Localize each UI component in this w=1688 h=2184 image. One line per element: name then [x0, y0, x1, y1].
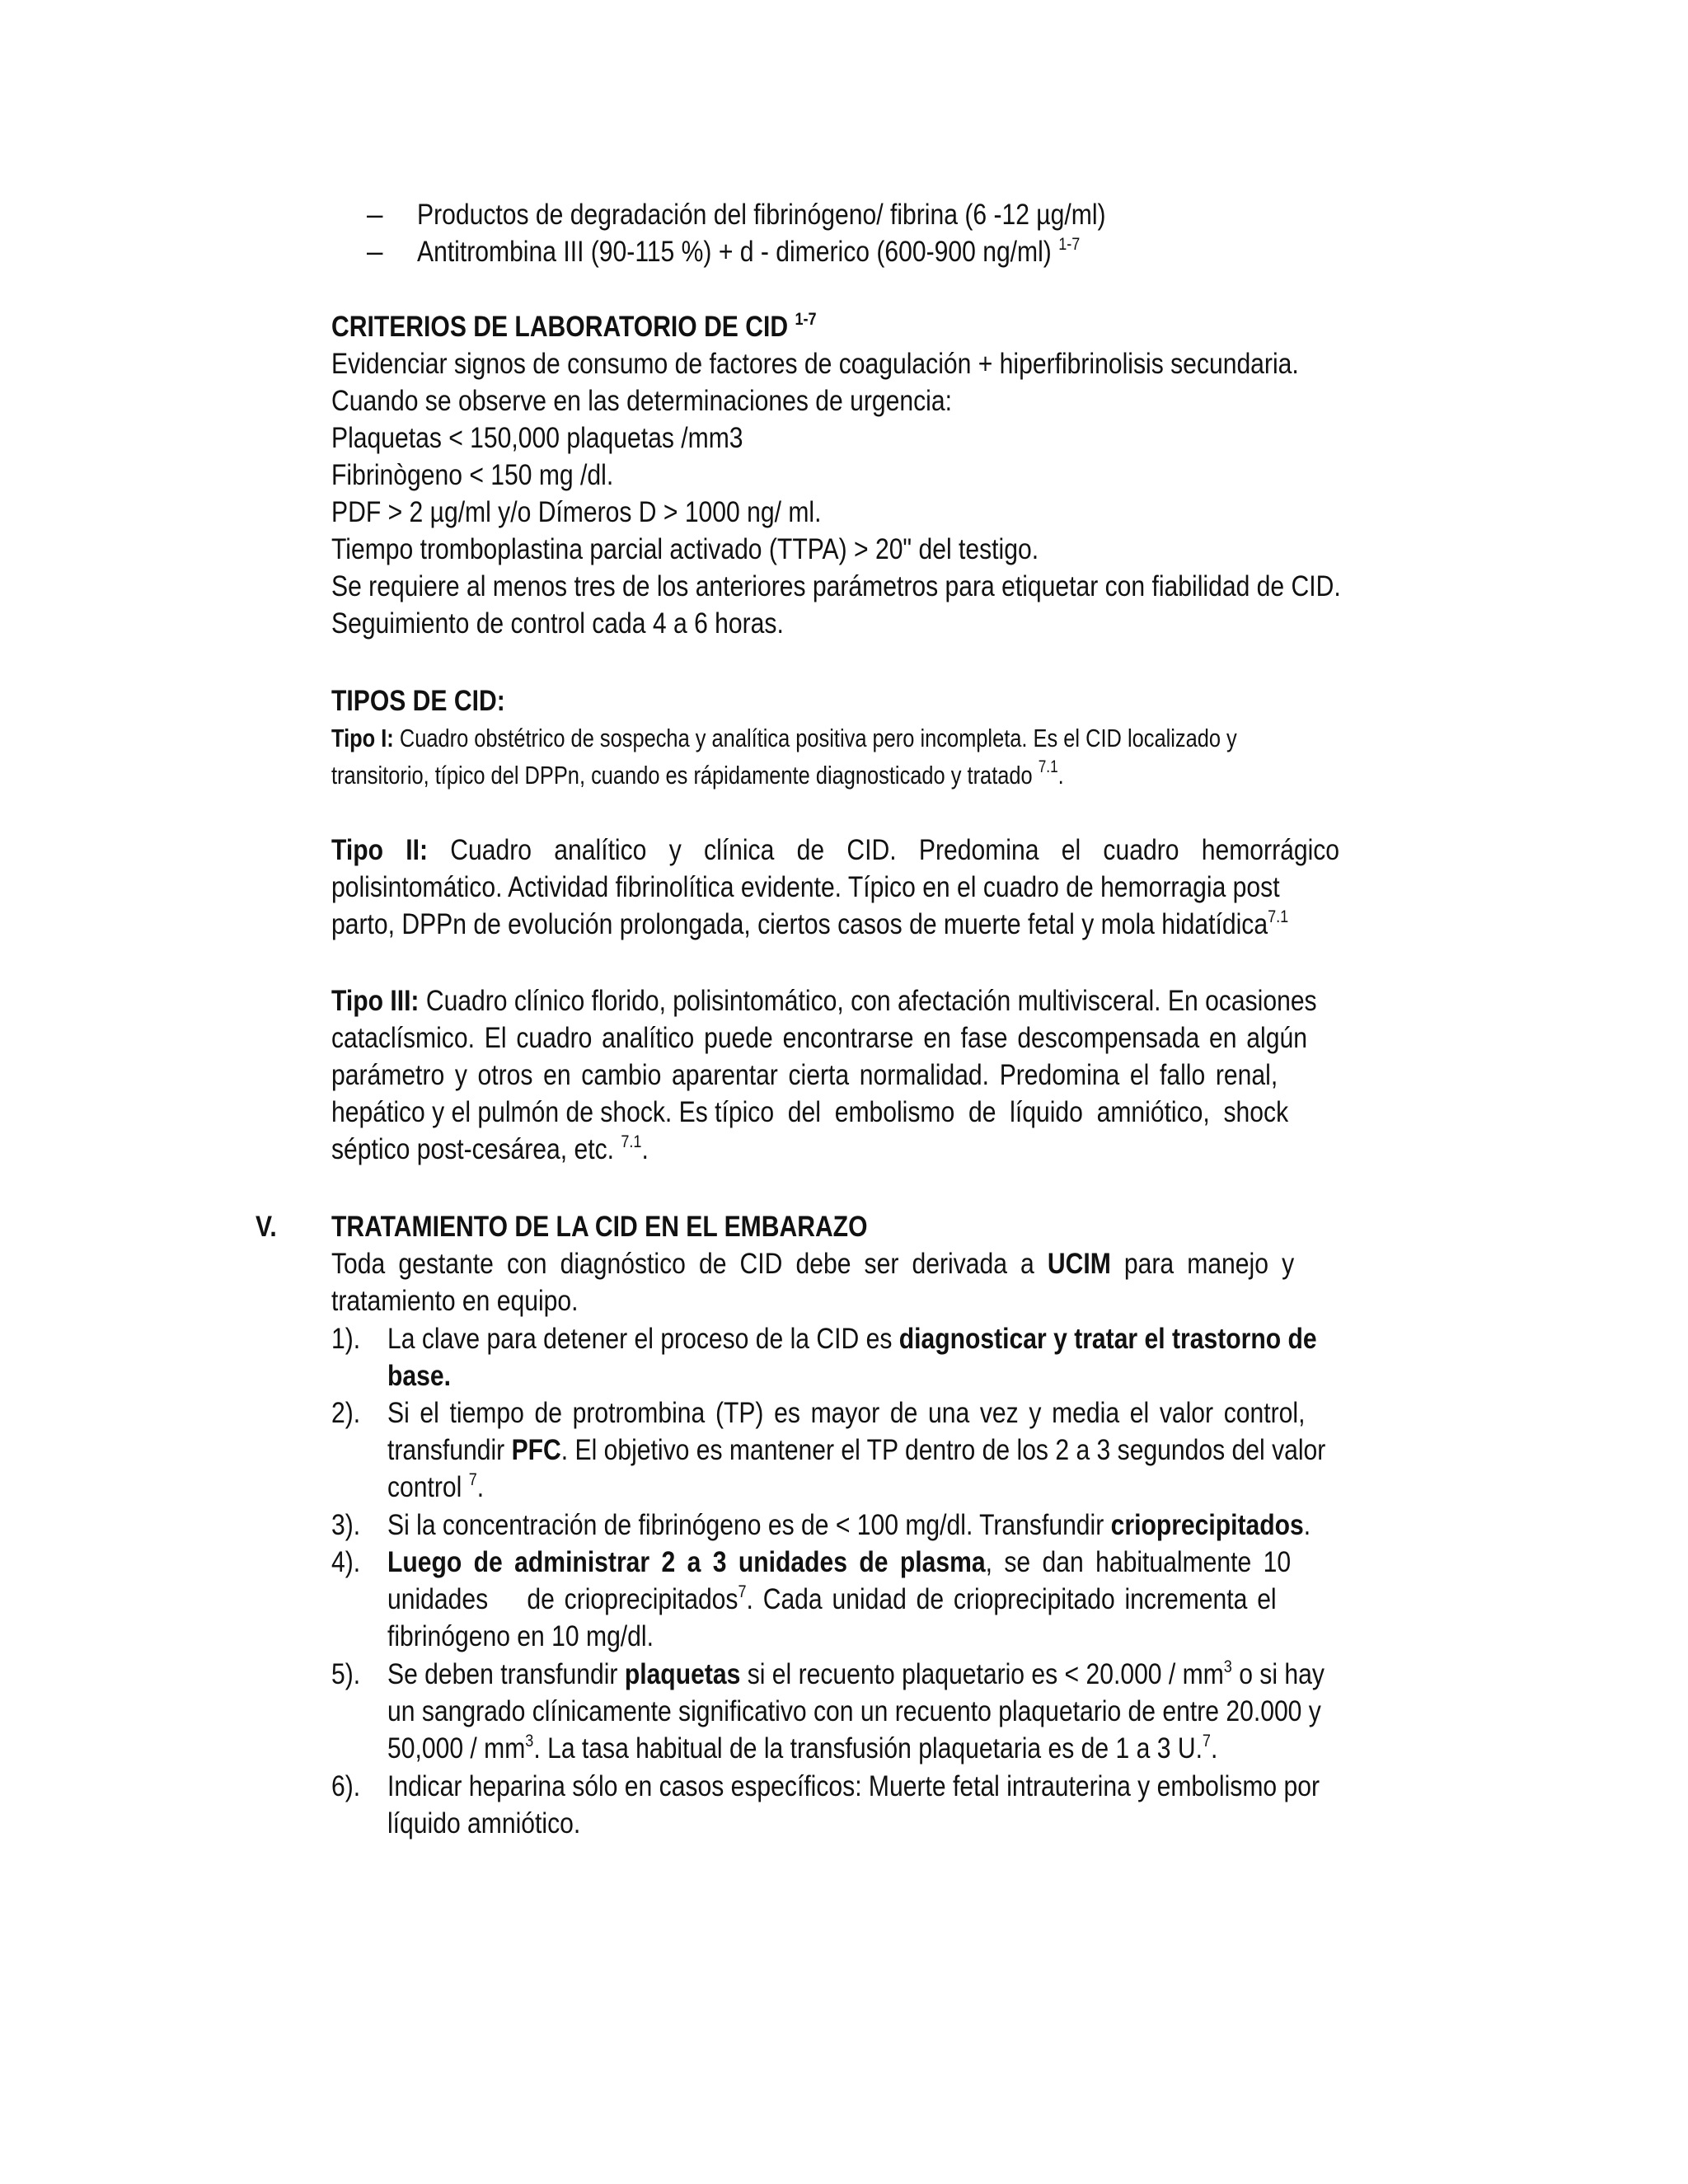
dash-bullet: –: [367, 199, 383, 231]
item-number: 6).: [331, 1770, 361, 1802]
paragraph-text: parámetro y otros en cambio aparentar cierta normalidad. Predomina el fallo renal,: [331, 1059, 1278, 1091]
paragraph-text: Cuadro clínico florido, polisintomático, con afectación multivisceral. En ocasiones: [419, 985, 1317, 1017]
criterio-line: PDF > 2 µg/ml y/o Dímeros D > 1000 ng/ ml.: [331, 496, 822, 528]
tipos-heading-block: [331, 682, 1411, 719]
bold-term: Luego de administrar 2 a 3 unidades de plasma: [387, 1546, 986, 1578]
section-number: V.: [256, 1211, 277, 1243]
tipo-2-paragraph: [331, 832, 1411, 943]
criterio-line: Se requiere al menos tres de los anteriores parámetros para etiquetar con fiabilidad de CID.: [331, 570, 1341, 602]
item-text: Indicar heparina sólo en casos específicos: Muerte fetal intrauterina y embolismo por: [387, 1770, 1320, 1802]
criterios-section: [331, 308, 1411, 642]
section-title: TRATAMIENTO DE LA CID EN EL EMBARAZO: [331, 1211, 868, 1243]
item-text: La clave para detener el proceso de la CID es: [387, 1323, 899, 1355]
bold-term: diagnosticar y tratar el trastorno de: [898, 1323, 1317, 1355]
item-text: , se dan habitualmente 10: [985, 1546, 1292, 1578]
item-text: . La tasa habitual de la transfusión plaquetaria es de 1 a 3 U.: [533, 1732, 1203, 1765]
paragraph-text: para manejo y: [1110, 1248, 1295, 1280]
criterio-line: Evidenciar signos de consumo de factores de coagulación + hiperfibrinolisis secundaria.: [331, 348, 1299, 380]
item-number: 4).: [331, 1546, 361, 1578]
list-item: [330, 196, 1484, 233]
item-text: .: [476, 1471, 485, 1503]
paragraph-text: Cuadro analítico y clínica de CID. Predomina el cuadro hemorrágico: [428, 834, 1340, 866]
paragraph-text: cataclísmico. El cuadro analítico puede encontrarse en fase descompensada en algún: [331, 1022, 1307, 1054]
paragraph-text: tratamiento en equipo.: [331, 1285, 579, 1317]
item-text: Si la concentración de fibrinógeno es de < 100 mg/dl. Transfundir: [387, 1509, 1111, 1541]
item-text: . El objetivo es mantener el TP dentro de los 2 a 3 segundos del valor: [560, 1434, 1326, 1466]
section-v-intro: [331, 1245, 1411, 1319]
item-text: Si el tiempo de protrombina (TP) es mayor de una vez y media el valor control,: [387, 1397, 1306, 1429]
bold-term: base.: [387, 1360, 451, 1392]
item-text: o si hay: [1231, 1658, 1325, 1690]
item-text: .: [1303, 1509, 1311, 1541]
item-text: . Cada unidad de crioprecipitado incrementa el: [746, 1583, 1277, 1615]
reference-sup: 7.1: [621, 1132, 642, 1151]
list-item: [330, 233, 1484, 270]
criterio-line: Cuando se observe en las determinaciones de urgencia:: [331, 385, 952, 417]
item-text: transfundir: [387, 1434, 512, 1466]
tipo-3-paragraph: [331, 982, 1411, 1168]
item-text: fibrinógeno en 10 mg/dl.: [387, 1620, 654, 1652]
reference-sup: 3: [525, 1732, 534, 1750]
item-number: 5).: [331, 1658, 361, 1690]
reference-sup: 1-7: [795, 310, 817, 329]
paragraph-text: transitorio, típico del DPPn, cuando es rápidamente diagnosticado y tratado: [331, 761, 1039, 790]
paragraph-text: séptico post-cesárea, etc.: [331, 1133, 621, 1165]
tipo-1-paragraph: [331, 719, 1411, 794]
item-number: 2).: [331, 1397, 361, 1429]
paragraph-text: hepático y el pulmón de shock. Es típico del embolismo de líquido amniótico, shock: [331, 1096, 1289, 1128]
reference-sup: 7: [1202, 1732, 1211, 1750]
item-text: un sangrado clínicamente significativo con un recuento plaquetario de entre 20.000 y: [387, 1695, 1321, 1727]
criterio-line: Fibrinògeno < 150 mg /dl.: [331, 459, 614, 491]
reference-sup: 7: [468, 1470, 477, 1489]
criterio-line: Tiempo tromboplastina parcial activado (TTPA) > 20" del testigo.: [331, 533, 1039, 565]
tipo-label: Tipo III:: [331, 985, 420, 1017]
bold-term: crioprecipitados: [1110, 1509, 1304, 1541]
section-heading: TIPOS DE CID:: [331, 685, 505, 717]
section-heading: CRITERIOS DE LABORATORIO DE CID: [331, 311, 795, 343]
list-item-text: Antitrombina III (90-115 %) + d - dimerico (600-900 ng/ml): [417, 236, 1059, 268]
paragraph-text: parto, DPPn de evolución prolongada, ciertos casos de muerte fetal y mola hidatídica: [331, 908, 1268, 940]
reference-sup: 7.1: [1268, 907, 1289, 926]
paragraph-text: polisintomático. Actividad fibrinolítica evidente. Típico en el cuadro de hemorragia post: [331, 871, 1280, 903]
paragraph-text: Toda gestante con diagnóstico de CID debe ser derivada a: [331, 1248, 1048, 1280]
item-text: control: [387, 1471, 469, 1503]
item-number: 3).: [331, 1509, 361, 1541]
dash-bullet: –: [367, 236, 383, 268]
section-v-header: [0, 1208, 1688, 1245]
item-text: líquido amniótico.: [387, 1807, 581, 1840]
item-text: si el recuento plaquetario es < 20.000 / mm: [740, 1658, 1224, 1690]
reference-sup: 7.1: [1038, 757, 1058, 776]
bold-term: PFC: [511, 1434, 561, 1466]
item-text: Se deben transfundir: [387, 1658, 625, 1690]
item-text: unidades de crioprecipitados: [387, 1583, 738, 1615]
list-item-text: Productos de degradación del fibrinógeno/ fibrina (6 -12 µg/ml): [417, 199, 1106, 231]
paragraph-text: .: [641, 1133, 649, 1165]
criterio-line: Seguimiento de control cada 4 a 6 horas.: [331, 607, 784, 640]
reference-sup: 1-7: [1058, 235, 1081, 254]
tipo-label: Tipo II:: [331, 834, 429, 866]
reference-sup: 7: [738, 1582, 747, 1601]
criterio-line: Plaquetas < 150,000 plaquetas /mm3: [331, 422, 743, 454]
paragraph-text: .: [1057, 761, 1064, 790]
paragraph-text: Cuadro obstétrico de sospecha y analítica positiva pero incompleta. Es el CID localizado y: [393, 724, 1237, 752]
bold-term: plaquetas: [624, 1658, 741, 1690]
item-text: 50,000 / mm: [387, 1732, 526, 1765]
item-number: 1).: [331, 1323, 361, 1355]
item-text: .: [1210, 1732, 1218, 1765]
reference-sup: 3: [1223, 1657, 1232, 1676]
bold-term: UCIM: [1047, 1248, 1111, 1280]
tipo-label: Tipo I:: [331, 724, 394, 752]
